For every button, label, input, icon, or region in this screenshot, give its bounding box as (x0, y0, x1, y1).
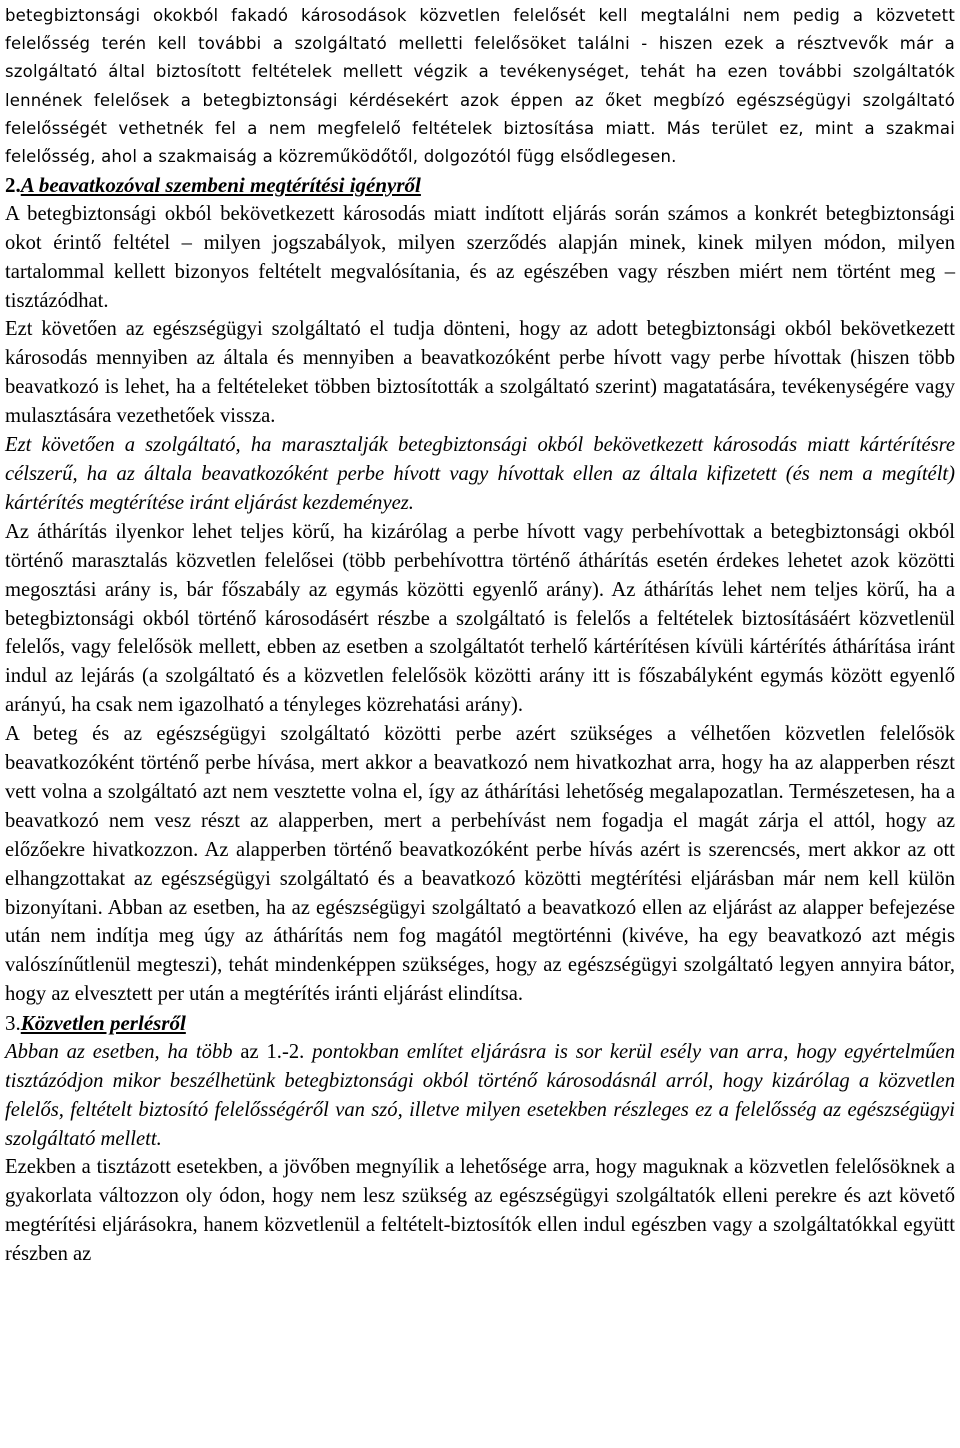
section-2-paragraph-4: Az áthárítás ilyenkor lehet teljes körű, ha kizárólag a perbe hívott vagy perbehívottak a betegbiztonsági okból történő marasztalás közvetlen felelősei (több perbehívottra történő áthárítás esetén érdekes lehetet azok közötti megosztási arány is, bár főszabály az egymás közötti egyenlő arány). Az áthárítás lehet nem teljes körű, ha a betegbiztonsági okból történő károsodásért részbe a szolgáltató is felelős a feltételek biztosításáért közvetlenül felelős, vagy felelősök mellett, ebben az esetben a szolgáltatót terhelő kártérítésen kívüli kártérítés áthárítása iránt indul az lejárás (a szolgáltató és a közvetlen felelősök közötti arány itt is főszabályként egymás között egyenlő arányú, ha csak nem igazolható a tényleges közrehatási arány). (5, 520, 955, 717)
section-2-title: A beavatkozóval szembeni megtérítési igényről (20, 173, 421, 198)
section-3-italic-part-2: pontokban említet eljárásra is sor kerül esély van arra, hogy egyértelműen tisztázódjon mikor beszélhetünk betegbiztonsági okból történő károsodásnál arról, hogy kizárólag a közvetlen felelős, feltételt biztosító felelősségéről van szó, illetve milyen esetekben részleges ez a felelősség az egészségügyi szolgáltató mellett. (5, 1040, 955, 1150)
document-page (5, 0, 955, 1269)
intro-paragraph: betegbiztonsági okokból fakadó károsodások közvetlen felelősét kell megtalálni nem pedig a közvetett felelősség terén kell további a szolgáltató melletti felelősöket találni - hiszen ezek a résztvevők már a szolgáltató által biztosított feltételek mellett végzik a tevékenységet, tehát ha ezen további szolgáltatók lennének felelősek a betegbiztonsági kérdésekért azok éppen az őket megbízó egészségügyi szolgáltató felelősségét vethetnék fel a nem megfelelő feltételek biztosítása miatt. Más terület ez, mint a szakmai felelősség, ahol a szakmaiság a közreműködőtől, dolgozótól függ elsődlegesen. (5, 6, 955, 167)
section-3-number: 3. (5, 1011, 21, 1036)
section-2-paragraph-2: Ezt követően az egészségügyi szolgáltató el tudja dönteni, hogy az adott betegbiztonsági okból bekövetkezett károsodás mennyiben az általa és mennyiben a beavatkozóként perbe hívott vagy perbe hívottak (hiszen több beavatkozó is lehet, ha a feltételeket többen biztosították a szolgáltató szerint) magatatására, tevékenységére vagy mulasztására vezethetőek vissza. (5, 318, 955, 428)
section-3-title: Közvetlen perlésről (20, 1011, 186, 1036)
section-2-heading (5, 171, 955, 200)
section-3-italic-part-1: Abban az esetben, ha több (5, 1040, 241, 1063)
section-3-heading (5, 1009, 955, 1038)
section-3-normal-part: az 1.-2. (240, 1040, 305, 1063)
section-3-paragraph-1 (5, 1038, 955, 1154)
section-2-paragraph-5: A beteg és az egészségügyi szolgáltató közötti perbe azért szükséges a vélhetően közvetlen felelősök beavatkozóként történő perbe hívása, mert akkor a beavatkozó nem hivatkozhat arra, hogy ha az alapperben részt vett volna a szolgáltató azt nem vesztette volna el, így az áthárítási lehetőség megalapozatlan. Természetesen, ha a beavatkozó nem vesz részt az alapperben, mert a perbehívást nem fogadja el magát zárja el attól, hogy az előzőekre hivatkozzon. Az alapperben történő beavatkozóként perbe hívás azért is szerencsés, mert akkor az ott elhangzottakat az egészségügyi szolgáltató és a beavatkozó közötti megtérítési eljárásban már nem kell külön bizonyítani. Abban az esetben, ha az egészségügyi szolgáltató a beavatkozó ellen az eljárást az alapper befejezése után nem indítja meg úgy az áthárítás nem fog magától megtörténni (kivéve, ha egy beavatkozó azt mégis valószínűtlenül megteszi), tehát mindenképpen szükséges, hogy az egészségügyi szolgáltató legyen annyira bátor, hogy az elvesztett per után a megtérítés iránti eljárást elindítsa. (5, 723, 955, 1006)
section-2-paragraph-1: A betegbiztonsági okból bekövetkezett károsodás miatt indított eljárás során számos a konkrét betegbiztonsági okot érintő feltétel – milyen jogszabályok, milyen szerződés alapján minek, kinek milyen módon, milyen tartalommal kellett bizonyos feltételt megvalósítania, és az egészében vagy részben miért nem történt meg – tisztázódhat. (5, 202, 955, 312)
section-2-paragraph-3: Ezt követően a szolgáltató, ha marasztalják betegbiztonsági okból bekövetkezett károsodás miatt kártérítésre célszerű, ha az általa beavatkozóként perbe hívott vagy hívottak ellen az általa kifizetett (és nem a megítélt) kártérítés megtérítése iránt eljárást kezdeményez. (5, 434, 955, 514)
section-3-paragraph-2: Ezekben a tisztázott esetekben, a jövőben megnyílik a lehetősége arra, hogy maguknak a közvetlen felelősöknek a gyakorlata változzon oly ódon, hogy nem lesz szükség az egészségügyi szolgáltatók elleni perekre és azt követő megtérítési eljárásokra, hanem közvetlenül a feltételt-biztosítók ellen indul egészben vagy a szolgáltatókkal együtt részben az (5, 1156, 955, 1266)
section-2-number: 2. (5, 173, 21, 198)
